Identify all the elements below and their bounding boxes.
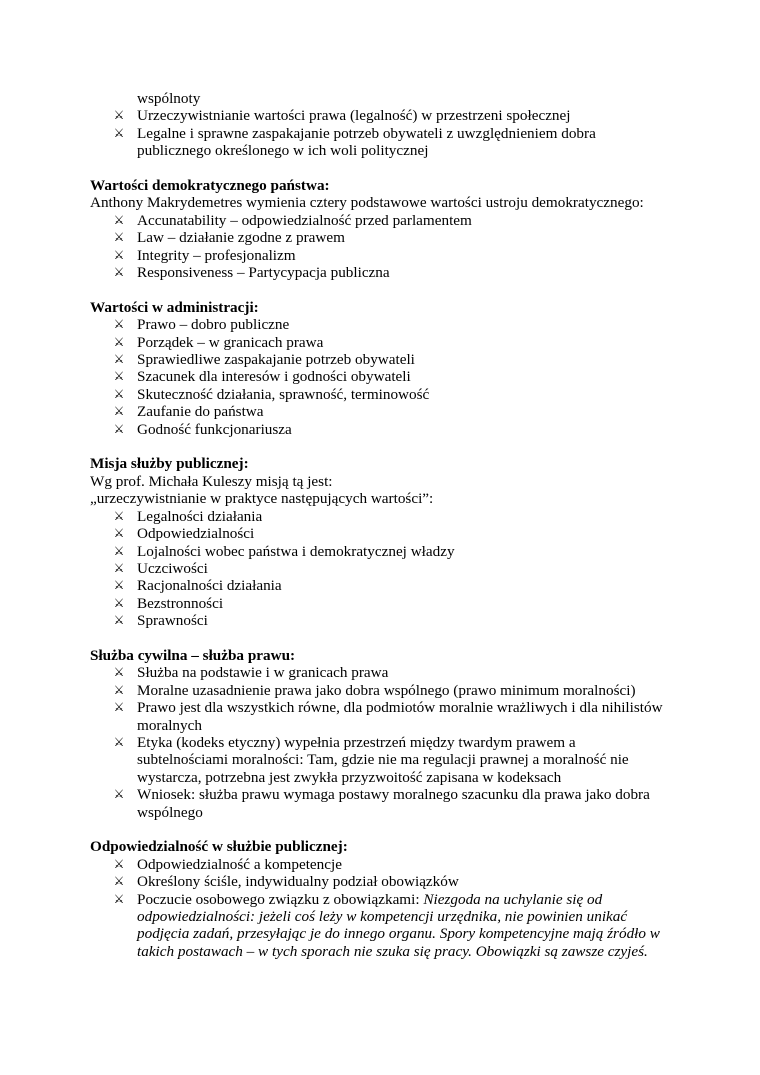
bullet-icon: ⚔ (113, 856, 125, 871)
item-plain-text: Poczucie osobowego związku z obowiązkami: (137, 890, 424, 908)
section-title: Wartości w administracji: (90, 298, 259, 316)
list-item: ⚔ Skuteczność działania, sprawność, terminowość (113, 385, 430, 403)
list-item: ⚔ Prawo jest dla wszystkich równe, dla podmiotów moralnie wrażliwych i dla nihilistów moralnych (113, 699, 663, 734)
list-item: ⚔ Bezstronności (113, 594, 224, 612)
list-item: ⚔ Moralne uzasadnienie prawa jako dobra wspólnego (prawo minimum moralności) (113, 681, 636, 699)
section-democratic-values (90, 177, 670, 281)
section-list (90, 508, 670, 630)
bullet-icon: ⚔ (113, 421, 125, 436)
list-item: ⚔ Szacunek dla interesów i godności obywateli (113, 368, 411, 386)
list-item: ⚔ Zaufanie do państwa (113, 403, 264, 421)
list-item: ⚔ Legalności działania (113, 507, 263, 525)
bullet-icon: ⚔ (113, 682, 125, 697)
section-responsibility (90, 838, 670, 960)
bullet-icon: ⚔ (113, 404, 125, 419)
list-item: ⚔ Responsiveness – Partycypacja publiczna (113, 264, 390, 282)
section-list (90, 316, 670, 438)
document-content (90, 90, 670, 960)
bullet-icon: ⚔ (113, 874, 125, 889)
continuation-text: wspólnoty (137, 90, 201, 107)
bullet-icon: ⚔ (113, 508, 125, 523)
list-item: ⚔ Odpowiedzialności (113, 525, 255, 543)
list-item: ⚔ Godność funkcjonariusza (113, 420, 292, 438)
section-list (90, 212, 670, 282)
list-item: ⚔ Integrity – profesjonalizm (113, 246, 296, 264)
bullet-icon: ⚔ (113, 665, 125, 680)
section-intro-quote: „urzeczywistnianie w praktyce następujących wartości”: (90, 490, 434, 508)
section-administration-values (90, 299, 670, 438)
section-title: Służba cywilna – służba prawu: (90, 646, 296, 664)
bullet-icon: ⚔ (113, 125, 125, 140)
list-item: ⚔ Sprawiedliwe zaspakajanie potrzeb obywateli (113, 351, 415, 369)
bullet-icon: ⚔ (113, 212, 125, 227)
list-item: ⚔ Lojalności wobec państwa i demokratycznej władzy (113, 542, 455, 560)
bullet-icon: ⚔ (113, 700, 125, 715)
bullet-icon: ⚔ (113, 334, 125, 349)
bullet-icon: ⚔ (113, 560, 125, 575)
bullet-icon: ⚔ (113, 108, 125, 123)
section-title: Misja służby publicznej: (90, 455, 249, 473)
list-item: ⚔ Urzeczywistnianie wartości prawa (legalność) w przestrzeni społecznej (113, 107, 571, 125)
bullet-icon: ⚔ (113, 230, 125, 245)
intro-list (90, 90, 670, 160)
top-list (90, 107, 670, 159)
bullet-icon: ⚔ (113, 317, 125, 332)
bullet-icon: ⚔ (113, 386, 125, 401)
list-item: ⚔ Law – działanie zgodne z prawem (113, 229, 345, 247)
list-item: ⚔ Wniosek: służba prawu wymaga postawy moralnego szacunku dla prawa jako dobra wspólnego (113, 786, 650, 821)
list-item: ⚔ Określony ściśle, indywidualny podział obowiązków (113, 873, 459, 891)
list-item: ⚔ Służba na podstawie i w granicach prawa (113, 664, 389, 682)
list-item: ⚔ Legalne i sprawne zaspakajanie potrzeb obywateli z uwzględnieniem dobra publicznego określonego w ich woli politycznej (113, 124, 596, 160)
list-item: ⚔ Prawo – dobro publiczne (113, 316, 290, 334)
list-item: ⚔ Porządek – w granicach prawa (113, 333, 324, 351)
section-title: Wartości demokratycznego państwa: (90, 177, 330, 195)
list-item: ⚔ Accunatability – odpowiedzialność przed parlamentem (113, 211, 472, 229)
list-item (90, 891, 670, 961)
list-item: ⚔ Sprawności (113, 612, 208, 630)
list-item: ⚔ Uczciwości (113, 559, 208, 577)
bullet-icon: ⚔ (113, 891, 125, 906)
section-intro: Anthony Makrydemetres wymienia cztery podstawowe wartości ustroju demokratycznego: (90, 194, 644, 212)
bullet-icon: ⚔ (113, 613, 125, 628)
section-list (90, 856, 670, 960)
list-item: ⚔ Etyka (kodeks etyczny) wypełnia przestrzeń między twardym prawem a subtelnościami moralności: Tam, gdzie nie ma regulacji prawnej a moralność nie wystarcza, potrzebna jest zwykła przyzwoitość zapisana w kodeksach (113, 733, 629, 786)
bullet-icon: ⚔ (113, 578, 125, 593)
bullet-icon: ⚔ (113, 369, 125, 384)
bullet-icon: ⚔ (113, 787, 125, 802)
bullet-icon: ⚔ (113, 352, 125, 367)
section-title: Odpowiedzialność w służbie publicznej: (90, 838, 348, 856)
bullet-icon: ⚔ (113, 734, 125, 749)
bullet-icon: ⚔ (113, 265, 125, 280)
bullet-icon: ⚔ (113, 526, 125, 541)
section-civil-service-law (90, 647, 670, 821)
list-item: ⚔ Racjonalności działania (113, 577, 282, 595)
item-italic-text: Niezgoda na uchylanie się od odpowiedzialności: jeżeli coś leży w kompetencji urzędnika, nie powinien unikać podjęcia zadań, przesyłając je do innego organu. Spory kompetencyjne mają źródło w takich postawach – w tych sporach nie szuka się pracy. Obowiązki są zawsze czyjeś. (137, 890, 660, 960)
bullet-icon: ⚔ (113, 595, 125, 610)
list-item: ⚔ Odpowiedzialność a kompetencje (113, 855, 342, 873)
bullet-icon: ⚔ (113, 543, 125, 558)
section-intro: Wg prof. Michała Kuleszy misją tą jest: (90, 472, 333, 490)
bullet-icon: ⚔ (113, 247, 125, 262)
section-list (90, 664, 670, 821)
section-public-service-mission (90, 455, 670, 629)
